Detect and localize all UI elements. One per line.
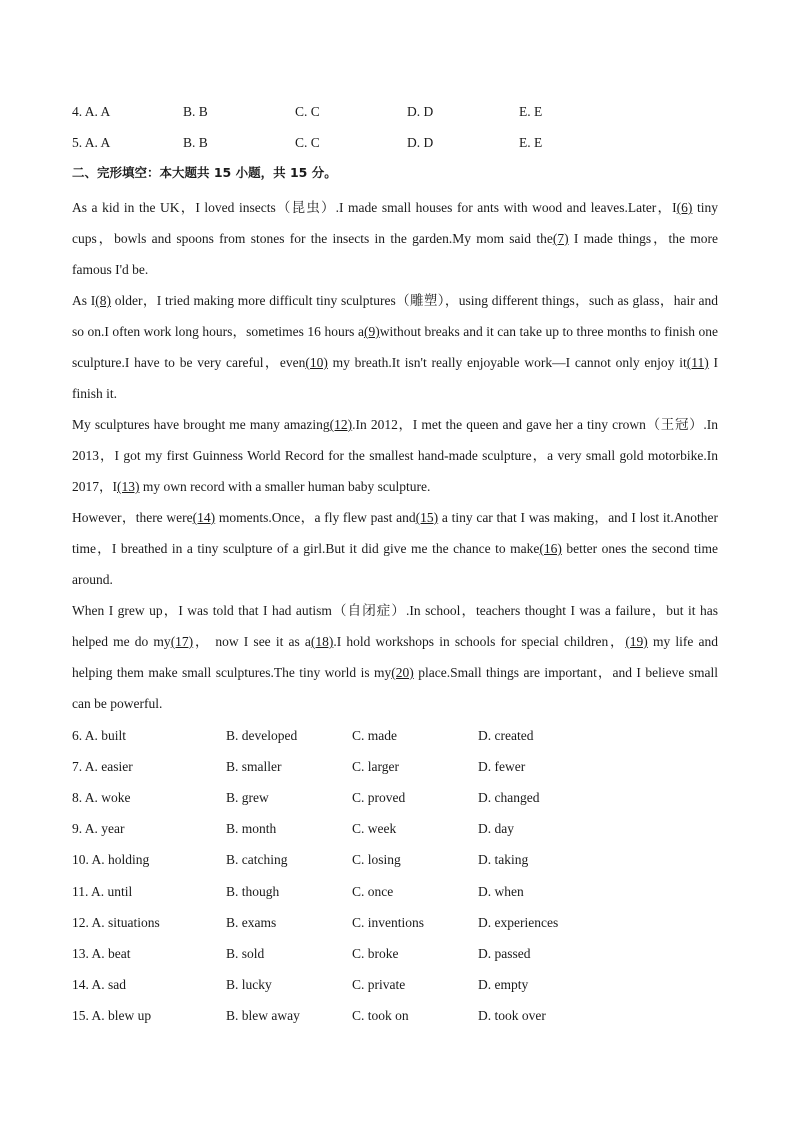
passage-text: my own record with a smaller human baby sculpture. — [139, 479, 431, 494]
blank-7: (7) — [552, 231, 569, 246]
section-title: 二、完形填空：本大题共 15 小题，共 15 分。 — [72, 165, 337, 180]
blank-15: (15) — [415, 510, 439, 525]
passage-text: I made things，the more famous I'd be. — [72, 231, 718, 277]
choice-c: C. private — [352, 977, 406, 992]
passage-text: place.Small things are important，and I believe small can be powerful. — [72, 665, 718, 711]
passage-text: My sculptures have brought me many amazing — [72, 417, 330, 432]
option-e: E. E — [519, 135, 543, 150]
passage-text: ， now I see it as a — [193, 634, 311, 649]
passage-text: older，I tried making more difficult tiny sculptures（雕塑），using different things，such as glass，hair and so on.I often work long hours，sometimes 16 hours a — [72, 293, 719, 339]
passage-text: my life and helping them make small sculptures.The tiny world is my — [72, 634, 718, 680]
choice-c: C. week — [352, 821, 397, 836]
choice-b: B. developed — [226, 728, 298, 743]
blank-12: (12) — [329, 417, 353, 432]
passage-text: without breaks and it can take up to three months to finish one sculpture.I have to be very careful，even — [72, 324, 718, 370]
option-d: D. D — [407, 104, 434, 119]
passage-text: tiny cups，bowls and spoons from stones for the insects in the garden.My mom said the — [72, 200, 718, 246]
choice-a: 13. A. beat — [72, 946, 131, 961]
choice-d: D. experiences — [478, 915, 559, 930]
choice-d: D. when — [478, 884, 524, 899]
choice-a: 7. A. easier — [72, 759, 133, 774]
choice-b: B. exams — [226, 915, 277, 930]
option-c: C. C — [295, 104, 320, 119]
blank-9: (9) — [363, 324, 380, 339]
passage-text: When I grew up，I was told that I had autism（自闭症）.In school，teachers thought I was a failure，but it has helped me do my — [72, 603, 718, 649]
choice-c: C. once — [352, 884, 394, 899]
choice-d: D. took over — [478, 1008, 546, 1023]
passage-text: As a kid in the UK，I loved insects（昆虫）.I made small houses for ants with wood and leaves.Later，I — [72, 200, 677, 215]
choice-b: B. month — [226, 821, 277, 836]
choice-b: B. though — [226, 884, 280, 899]
choice-c: C. broke — [352, 946, 399, 961]
choice-c: C. made — [352, 728, 397, 743]
blank-10: (10) — [305, 355, 328, 370]
blank-6: (6) — [676, 200, 693, 215]
blank-18: (18) — [310, 634, 334, 649]
option-b: B. B — [183, 104, 208, 119]
passage-text: moments.Once，a fly flew past and — [215, 510, 416, 525]
choice-a: 12. A. situations — [72, 915, 160, 930]
blank-14: (14) — [192, 510, 216, 525]
choice-c: C. proved — [352, 790, 406, 805]
blank-11: (11) — [686, 355, 709, 370]
choice-a: 15. A. blew up — [72, 1008, 152, 1023]
option-b: B. B — [183, 135, 208, 150]
choice-c: C. larger — [352, 759, 399, 774]
choice-a: 10. A. holding — [72, 852, 150, 867]
passage-paragraph-3 — [72, 409, 718, 502]
choice-c: C. took on — [352, 1008, 409, 1023]
choice-b: B. blew away — [226, 1008, 300, 1023]
blank-17: (17) — [170, 634, 194, 649]
choice-c: C. inventions — [352, 915, 425, 930]
passage-text: However，there were — [72, 510, 193, 525]
blank-8: (8) — [95, 293, 112, 308]
option-c: C. C — [295, 135, 320, 150]
choice-d: D. taking — [478, 852, 529, 867]
choice-d: D. passed — [478, 946, 531, 961]
choice-b: B. sold — [226, 946, 265, 961]
passage-paragraph-1 — [72, 192, 718, 285]
choice-b: B. grew — [226, 790, 269, 805]
choice-a: 11. A. until — [72, 884, 133, 899]
choice-d: D. changed — [478, 790, 540, 805]
passage-text: .I hold workshops in schools for special children， — [333, 634, 626, 649]
option-e: E. E — [519, 104, 543, 119]
choice-d: D. created — [478, 728, 534, 743]
passage-text: better ones the second time around. — [72, 541, 718, 587]
choice-b: B. smaller — [226, 759, 282, 774]
cloze-passage — [72, 192, 718, 719]
blank-16: (16) — [539, 541, 562, 556]
passage-text: .In 2012，I met the queen and gave her a tiny crown（王冠）.In 2013，I got my first Guinness World Record for the smallest hand-made sculpture，a very small gold motorbike.In 2017，I — [72, 417, 718, 494]
passage-paragraph-2 — [72, 285, 718, 409]
choice-b: B. catching — [226, 852, 288, 867]
choice-c: C. losing — [352, 852, 401, 867]
choice-d: D. fewer — [478, 759, 526, 774]
passage-paragraph-5 — [72, 595, 718, 719]
blank-20: (20) — [391, 665, 414, 680]
option-a: 4. A. A — [72, 104, 111, 119]
passage-paragraph-4 — [72, 502, 718, 595]
choice-d: D. day — [478, 821, 514, 836]
option-d: D. D — [407, 135, 434, 150]
choice-a: 6. A. built — [72, 728, 127, 743]
option-a: 5. A. A — [72, 135, 111, 150]
choice-b: B. lucky — [226, 977, 272, 992]
choice-a: 14. A. sad — [72, 977, 126, 992]
choice-d: D. empty — [478, 977, 529, 992]
blank-19: (19) — [625, 634, 648, 649]
passage-text: I finish it. — [72, 355, 719, 401]
choice-a: 9. A. year — [72, 821, 125, 836]
passage-text: my breath.It isn't really enjoyable work—I cannot only enjoy it — [327, 355, 687, 370]
passage-text: As I — [72, 293, 96, 308]
passage-text: a tiny car that I was making，and I lost it.Another time，I breathed in a tiny sculpture of a girl.But it did give me the chance to make — [72, 510, 719, 556]
choice-a: 8. A. woke — [72, 790, 131, 805]
blank-13: (13) — [117, 479, 140, 494]
